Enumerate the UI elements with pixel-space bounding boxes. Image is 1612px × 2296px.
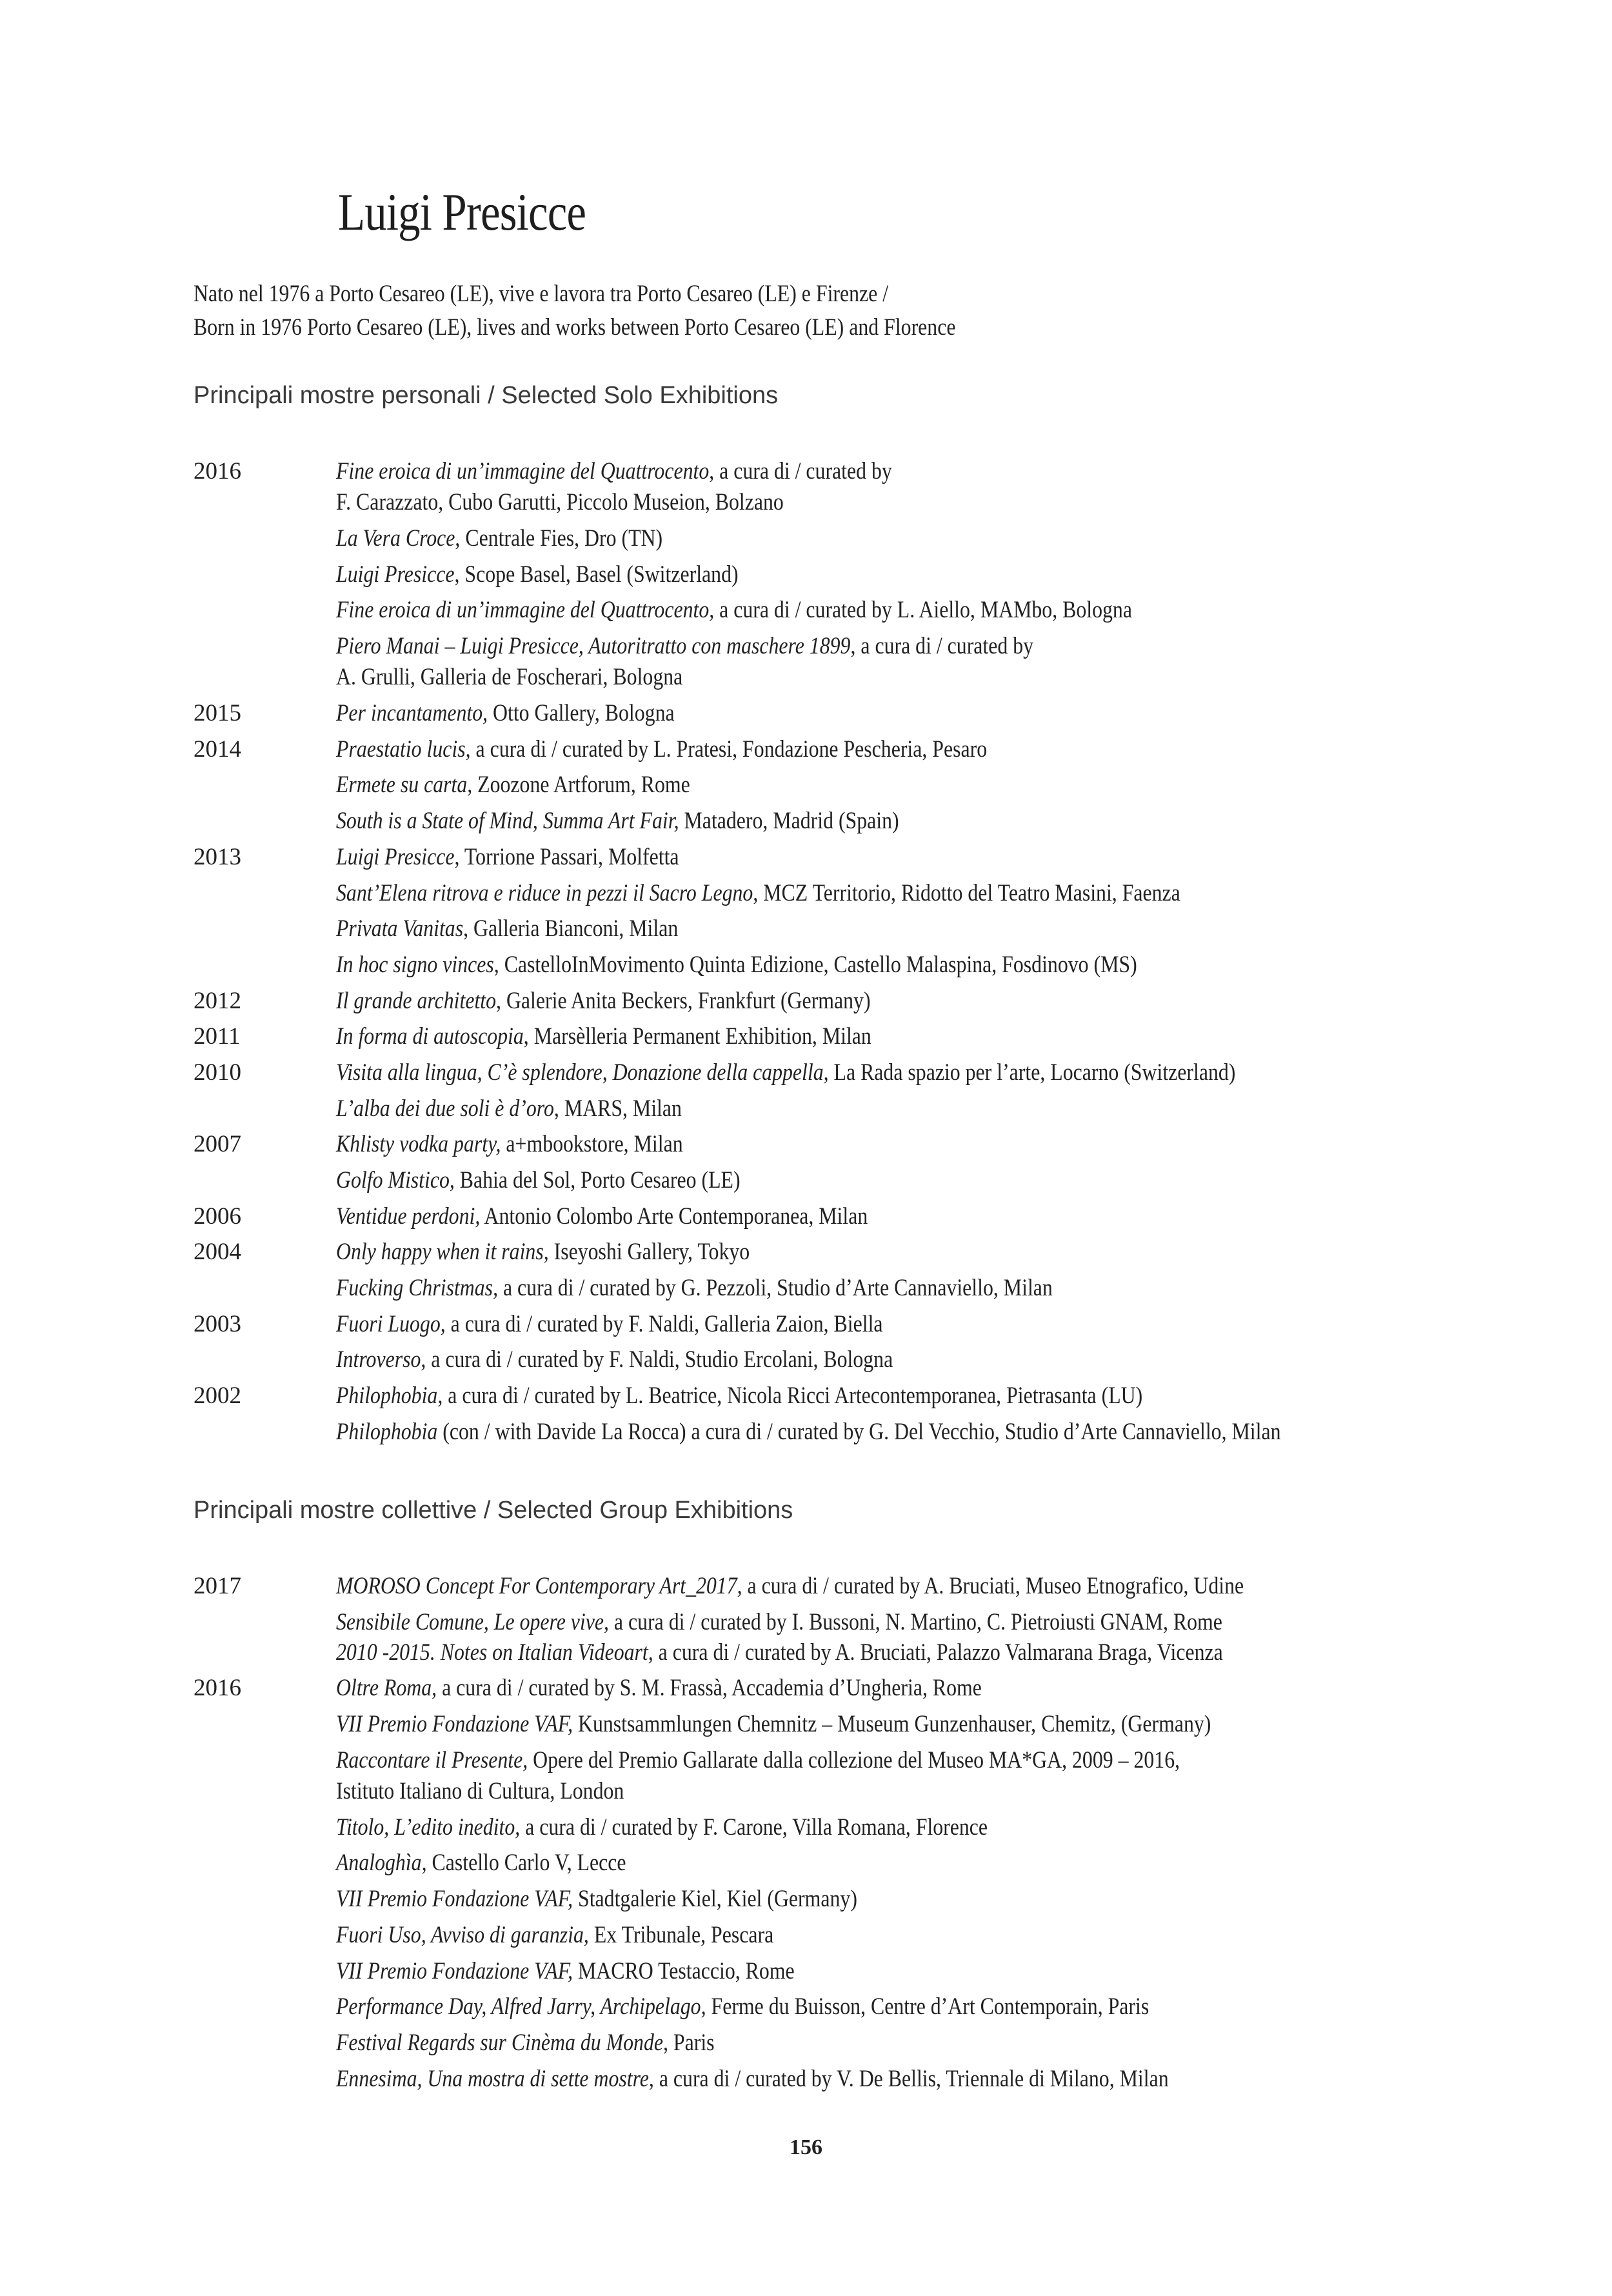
exhibition-row bbox=[194, 1607, 1548, 1637]
exhibition-details: Kunstsammlungen Chemnitz – Museum Gunzenhauser, Chemitz, (Germany) bbox=[573, 1711, 1211, 1738]
solo-exhibitions-list bbox=[194, 456, 1548, 1453]
exhibition-entry bbox=[336, 595, 1132, 626]
exhibition-entry bbox=[336, 806, 899, 837]
exhibition-details: Zoozone Artforum, Rome bbox=[472, 772, 690, 799]
exhibition-title: 2010 -2015. Notes on Italian Videoart, bbox=[336, 1639, 653, 1666]
exhibition-details: , Marsèlleria Permanent Exhibition, Milan bbox=[523, 1023, 871, 1050]
exhibition-entry bbox=[336, 1417, 1281, 1448]
exhibition-row bbox=[194, 1093, 1548, 1130]
exhibition-entry bbox=[336, 1273, 1053, 1304]
exhibition-entry bbox=[336, 913, 678, 944]
exhibition-details: Otto Gallery, Bologna bbox=[488, 700, 675, 727]
exhibition-row bbox=[194, 1920, 1548, 1956]
exhibition-row bbox=[194, 1237, 1548, 1273]
exhibition-details: MACRO Testaccio, Rome bbox=[573, 1957, 795, 1984]
exhibition-details: , Scope Basel, Basel (Switzerland) bbox=[454, 561, 739, 588]
bio-line-english: Born in 1976 Porto Cesareo (LE), lives and works between Porto Cesareo (LE) and Florence bbox=[194, 314, 956, 341]
exhibition-title: Piero Manai – Luigi Presicce, Autoritratto con maschere 1899 bbox=[336, 633, 851, 660]
exhibition-year: 2003 bbox=[194, 1310, 241, 1337]
exhibition-details-continued: A. Grulli, Galleria de Foscherari, Bologna bbox=[336, 664, 683, 691]
exhibition-details: a cura di / curated by G. Pezzoli, Studio d’Arte Cannaviello, Milan bbox=[498, 1275, 1053, 1302]
exhibition-row bbox=[194, 986, 1548, 1022]
exhibition-entry bbox=[336, 1237, 750, 1268]
exhibition-row bbox=[194, 1129, 1548, 1165]
exhibition-year: 2015 bbox=[194, 700, 241, 727]
exhibition-entry bbox=[336, 1381, 1142, 1412]
exhibition-row bbox=[194, 1709, 1548, 1745]
exhibition-details: Iseyoshi Gallery, Tokyo bbox=[548, 1239, 750, 1266]
exhibition-entry bbox=[336, 1848, 626, 1879]
exhibition-year: 2007 bbox=[194, 1131, 241, 1158]
exhibition-title: Oltre Roma, bbox=[336, 1675, 437, 1702]
exhibition-year: 2013 bbox=[194, 843, 241, 870]
exhibition-entry bbox=[336, 1812, 988, 1843]
exhibition-details: a cura di / curated by A. Bruciati, Palazzo Valmarana Braga, Vicenza bbox=[653, 1639, 1223, 1666]
exhibition-details: , a cura di / curated by bbox=[709, 458, 892, 484]
exhibition-row bbox=[194, 913, 1548, 950]
exhibition-details: a cura di / curated by S. M. Frassà, Accademia d’Ungheria, Rome bbox=[437, 1675, 982, 1702]
exhibition-entry bbox=[336, 986, 871, 1017]
exhibition-title: Ermete su carta, bbox=[336, 772, 473, 799]
exhibition-title: In hoc signo vinces bbox=[336, 951, 494, 978]
exhibition-title: Sant’Elena ritrova e riduce in pezzi il Sacro Legno bbox=[336, 879, 753, 906]
exhibition-title: Fine eroica di un’immagine del Quattrocento bbox=[336, 458, 710, 484]
exhibition-row bbox=[194, 1201, 1548, 1237]
exhibition-details: (con / with Davide La Rocca) a cura di / curated by G. Del Vecchio, Studio d’Arte Cannaviello, Milan bbox=[437, 1418, 1281, 1445]
exhibition-entry bbox=[336, 1093, 682, 1124]
bio-line-italian: Nato nel 1976 a Porto Cesareo (LE), vive e lavora tra Porto Cesareo (LE) e Firenze / bbox=[194, 281, 889, 307]
exhibition-row bbox=[194, 1956, 1548, 1992]
exhibition-details: a cura di / curated by V. De Bellis, Triennale di Milano, Milan bbox=[653, 2065, 1169, 2092]
exhibition-entry bbox=[336, 1201, 868, 1232]
exhibition-year: 2004 bbox=[194, 1239, 241, 1266]
exhibition-title: Introverso, bbox=[336, 1346, 426, 1373]
exhibition-entry bbox=[336, 1344, 893, 1375]
exhibition-entry bbox=[336, 2028, 715, 2059]
exhibition-year: 2011 bbox=[194, 1023, 241, 1050]
exhibition-title: MOROSO Concept For Contemporary Art_2017, bbox=[336, 1573, 742, 1599]
exhibition-row bbox=[194, 595, 1548, 631]
exhibition-row bbox=[194, 2064, 1548, 2100]
exhibition-title: Fuori Luogo, bbox=[336, 1310, 446, 1337]
group-exhibitions-list bbox=[194, 1571, 1548, 2099]
exhibition-details: Castello Carlo V, Lecce bbox=[426, 1850, 626, 1877]
exhibition-title: L’alba dei due soli è d’oro bbox=[336, 1095, 554, 1122]
exhibition-title: VII Premio Fondazione VAF, bbox=[336, 1886, 573, 1913]
exhibition-row bbox=[194, 1812, 1548, 1848]
exhibition-title: South is a State of Mind, Summa Art Fair, bbox=[336, 808, 679, 835]
exhibition-entry bbox=[336, 878, 1180, 909]
exhibition-title: Philophobia bbox=[336, 1418, 438, 1445]
exhibition-title: La Vera Croce bbox=[336, 525, 455, 552]
exhibition-row bbox=[194, 770, 1548, 806]
exhibition-row bbox=[194, 1417, 1548, 1453]
exhibition-details: Stadtgalerie Kiel, Kiel (Germany) bbox=[573, 1886, 857, 1913]
exhibition-entry bbox=[336, 1745, 1180, 1807]
exhibition-row bbox=[194, 1992, 1548, 2028]
exhibition-details: Ex Tribunale, Pescara bbox=[588, 1921, 774, 1948]
exhibition-year: 2002 bbox=[194, 1383, 241, 1410]
exhibition-row bbox=[194, 1637, 1548, 1673]
exhibition-title: Analoghìa, bbox=[336, 1850, 427, 1877]
exhibition-details: a cura di / curated by I. Bussoni, N. Martino, C. Pietroiusti GNAM, Rome bbox=[608, 1608, 1222, 1635]
exhibition-entry bbox=[336, 1884, 857, 1915]
exhibition-entry bbox=[336, 456, 892, 518]
exhibition-row bbox=[194, 559, 1548, 595]
exhibition-row bbox=[194, 1309, 1548, 1345]
exhibition-row bbox=[194, 456, 1548, 523]
exhibition-details: Matadero, Madrid (Spain) bbox=[679, 808, 899, 835]
exhibition-row bbox=[194, 1057, 1548, 1093]
exhibition-details: , Galerie Anita Beckers, Frankfurt (Germany) bbox=[496, 987, 871, 1014]
exhibition-title: Per incantamento, bbox=[336, 700, 488, 727]
exhibition-row bbox=[194, 631, 1548, 698]
exhibition-entry bbox=[336, 1309, 883, 1340]
exhibition-title: VII Premio Fondazione VAF, bbox=[336, 1957, 573, 1984]
exhibition-details-continued: Istituto Italiano di Cultura, London bbox=[336, 1777, 624, 1804]
exhibition-row bbox=[194, 1381, 1548, 1417]
exhibition-entry bbox=[336, 559, 739, 590]
exhibition-row bbox=[194, 1673, 1548, 1709]
page-number: 156 bbox=[790, 2135, 822, 2159]
exhibition-row bbox=[194, 1848, 1548, 1884]
exhibition-title: Ventidue perdoni, bbox=[336, 1203, 481, 1230]
exhibition-title: Titolo, L’edito inedito, bbox=[336, 1813, 521, 1841]
exhibition-details: a cura di / curated by F. Naldi, Studio Ercolani, Bologna bbox=[426, 1346, 893, 1373]
exhibition-entry bbox=[336, 1057, 1235, 1088]
exhibition-year: 2017 bbox=[194, 1573, 241, 1599]
exhibition-details: Bahia del Sol, Porto Cesareo (LE) bbox=[454, 1167, 741, 1193]
exhibition-row bbox=[194, 1745, 1548, 1812]
exhibition-row bbox=[194, 734, 1548, 770]
exhibition-entry bbox=[336, 950, 1137, 981]
exhibition-row bbox=[194, 878, 1548, 914]
exhibition-entry bbox=[336, 1571, 1244, 1602]
exhibition-entry bbox=[336, 1637, 1223, 1668]
exhibition-row bbox=[194, 842, 1548, 878]
exhibition-title: Khlisty vodka party, bbox=[336, 1131, 501, 1158]
exhibition-details: , a cura di / curated by bbox=[850, 633, 1034, 660]
exhibition-entry bbox=[336, 1956, 795, 1987]
solo-exhibitions-heading: Principali mostre personali / Selected Solo Exhibitions bbox=[194, 382, 779, 409]
exhibition-entry bbox=[336, 1673, 982, 1704]
exhibition-title: Luigi Presicce bbox=[336, 843, 455, 870]
exhibition-row bbox=[194, 950, 1548, 986]
exhibition-year: 2016 bbox=[194, 1675, 241, 1702]
exhibition-entry bbox=[336, 770, 690, 801]
exhibition-year: 2012 bbox=[194, 987, 241, 1014]
page-title: Luigi Presicce bbox=[338, 183, 586, 241]
exhibition-row bbox=[194, 1165, 1548, 1201]
exhibition-title: Ennesima, Una mostra di sette mostre, bbox=[336, 2065, 654, 2092]
exhibition-year: 2010 bbox=[194, 1059, 241, 1086]
exhibition-entry bbox=[336, 1709, 1211, 1740]
exhibition-title: Philophobia, bbox=[336, 1383, 443, 1410]
exhibition-details: , Centrale Fies, Dro (TN) bbox=[455, 525, 663, 552]
exhibition-entry bbox=[336, 523, 662, 554]
exhibition-row bbox=[194, 1344, 1548, 1381]
exhibition-details: Ferme du Buisson, Centre d’Art Contemporain, Paris bbox=[706, 1993, 1149, 2021]
exhibition-title: Performance Day, Alfred Jarry, Archipelago, bbox=[336, 1993, 706, 2021]
exhibition-details: , CastelloInMovimento Quinta Edizione, Castello Malaspina, Fosdinovo (MS) bbox=[493, 951, 1137, 978]
exhibition-details: Paris bbox=[668, 2029, 715, 2056]
exhibition-year: 2006 bbox=[194, 1203, 241, 1230]
exhibition-entry bbox=[336, 698, 675, 729]
exhibition-entry bbox=[336, 1992, 1149, 2022]
exhibition-title: Visita alla lingua, C’è splendore, Donazione della cappella, bbox=[336, 1059, 829, 1086]
exhibition-entry bbox=[336, 1165, 741, 1196]
exhibition-details: a cura di / curated by F. Carone, Villa Romana, Florence bbox=[520, 1813, 988, 1841]
exhibition-title: Luigi Presicce bbox=[336, 561, 455, 588]
exhibition-title: Praestatio lucis, bbox=[336, 735, 471, 763]
exhibition-details: a+mbookstore, Milan bbox=[501, 1131, 683, 1158]
exhibition-row bbox=[194, 1884, 1548, 1920]
exhibition-row bbox=[194, 1021, 1548, 1057]
exhibition-title: Sensibile Comune, Le opere vive, bbox=[336, 1608, 609, 1635]
artist-bio bbox=[194, 277, 1080, 344]
exhibition-entry bbox=[336, 734, 987, 765]
exhibition-entry bbox=[336, 631, 1033, 693]
exhibition-details: a cura di / curated by A. Bruciati, Museo Etnografico, Udine bbox=[742, 1573, 1244, 1599]
exhibition-details: Opere del Premio Gallarate dalla collezione del Museo MA*GA, 2009 – 2016, bbox=[528, 1746, 1180, 1773]
exhibition-entry bbox=[336, 1607, 1222, 1638]
exhibition-title: Privata Vanitas bbox=[336, 915, 464, 943]
exhibition-details: La Rada spazio per l’arte, Locarno (Switzerland) bbox=[828, 1059, 1236, 1086]
exhibition-details: a cura di / curated by L. Pratesi, Fondazione Pescheria, Pesaro bbox=[470, 735, 988, 763]
exhibition-details-continued: F. Carazzato, Cubo Garutti, Piccolo Museion, Bolzano bbox=[336, 489, 784, 515]
exhibition-details: , MCZ Territorio, Ridotto del Teatro Masini, Faenza bbox=[753, 879, 1180, 906]
exhibition-row bbox=[194, 698, 1548, 734]
exhibition-title: Only happy when it rains, bbox=[336, 1239, 549, 1266]
exhibition-title: Fuori Uso, Avviso di garanzia, bbox=[336, 1921, 589, 1948]
exhibition-row bbox=[194, 523, 1548, 559]
exhibition-title: VII Premio Fondazione VAF, bbox=[336, 1711, 573, 1738]
exhibition-title: In forma di autoscopia bbox=[336, 1023, 524, 1050]
exhibition-details: a cura di / curated by L. Beatrice, Nicola Ricci Artecontemporanea, Pietrasanta (LU) bbox=[443, 1383, 1143, 1410]
exhibition-title: Golfo Mistico, bbox=[336, 1167, 455, 1193]
exhibition-title: Fucking Christmas, bbox=[336, 1275, 499, 1302]
exhibition-entry bbox=[336, 2064, 1169, 2095]
exhibition-entry bbox=[336, 1129, 683, 1160]
exhibition-title: Il grande architetto bbox=[336, 987, 497, 1014]
exhibition-row bbox=[194, 1571, 1548, 1607]
group-exhibitions-heading: Principali mostre collettive / Selected Group Exhibitions bbox=[194, 1497, 793, 1524]
exhibition-details: a cura di / curated by F. Naldi, Galleria Zaion, Biella bbox=[445, 1310, 883, 1337]
exhibition-details: , MARS, Milan bbox=[553, 1095, 682, 1122]
exhibition-details: a cura di / curated by L. Aiello, MAMbo, Bologna bbox=[714, 597, 1132, 624]
exhibition-year: 2016 bbox=[194, 458, 241, 484]
exhibition-year: 2014 bbox=[194, 735, 241, 763]
exhibition-entry bbox=[336, 842, 679, 873]
exhibition-details: , Galleria Bianconi, Milan bbox=[463, 915, 679, 943]
exhibition-entry bbox=[336, 1920, 773, 1951]
exhibition-details: Antonio Colombo Arte Contemporanea, Milan bbox=[480, 1203, 868, 1230]
exhibition-row bbox=[194, 1273, 1548, 1309]
exhibition-title: Fine eroica di un’immagine del Quattrocento, bbox=[336, 597, 715, 624]
exhibition-row bbox=[194, 806, 1548, 842]
exhibition-row bbox=[194, 2028, 1548, 2064]
exhibition-entry bbox=[336, 1021, 871, 1052]
exhibition-title: Raccontare il Presente, bbox=[336, 1746, 528, 1773]
exhibition-title: Festival Regards sur Cinèma du Monde, bbox=[336, 2029, 668, 2056]
exhibition-details: , Torrione Passari, Molfetta bbox=[454, 843, 679, 870]
